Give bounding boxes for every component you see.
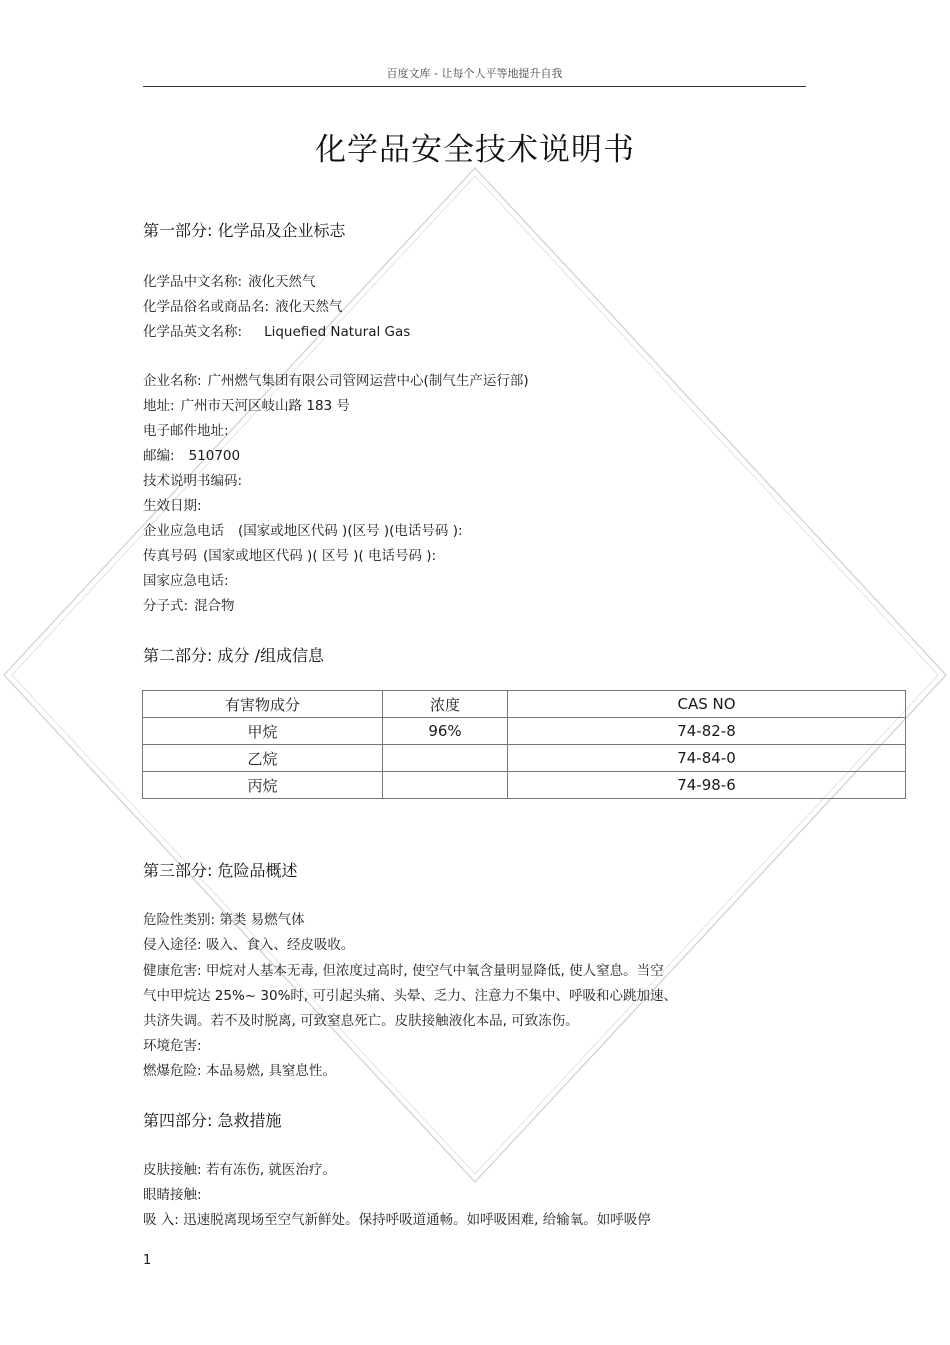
field-en-name: 化学品英文名称: Liquefied Natural Gas	[143, 324, 411, 340]
field-cn-name: 化学品中文名称: 液化天然气	[143, 274, 316, 290]
field-emergency-phone: 企业应急电话 (国家或地区代码 )(区号 )(电话号码 ):	[143, 523, 463, 539]
table-cell: 74-84-0	[508, 745, 906, 772]
composition-table	[142, 690, 906, 799]
table-cell	[383, 772, 508, 799]
field-formula: 分子式: 混合物	[143, 598, 235, 614]
part3-heading: 第三部分: 危险品概述	[143, 861, 298, 880]
field-national-phone: 国家应急电话:	[143, 573, 229, 589]
field-email: 电子邮件地址:	[143, 423, 229, 439]
field-effective-date: 生效日期:	[143, 498, 202, 514]
part2-heading: 第二部分: 成分 /组成信息	[143, 646, 324, 665]
table-cell: 74-98-6	[508, 772, 906, 799]
field-address: 地址: 广州市天河区岐山路 183 号	[143, 398, 350, 414]
table-cell: 乙烷	[143, 745, 383, 772]
health-hazard-line1: 健康危害: 甲烷对人基本无毒, 但浓度过高时, 使空气中氧含量明显降低, 使人窒息。当空	[143, 963, 664, 979]
table-header-cell: CAS NO	[508, 691, 906, 718]
table-row	[143, 718, 906, 745]
health-hazard-line3: 共济失调。若不及时脱离, 可致窒息死亡。皮肤接触液化本品, 可致冻伤。	[143, 1013, 579, 1029]
table-header-cell: 浓度	[383, 691, 508, 718]
hazard-class: 危险性类别: 第类 易燃气体	[143, 912, 305, 928]
field-trade-name: 化学品俗名或商品名: 液化天然气	[143, 299, 343, 315]
environment-hazard: 环境危害:	[143, 1038, 202, 1054]
part4-heading: 第四部分: 急救措施	[143, 1111, 282, 1130]
eye-contact: 眼睛接触:	[143, 1187, 202, 1203]
health-hazard-line2: 气中甲烷达 25%~ 30%时, 可引起头痛、头晕、乏力、注意力不集中、呼吸和心跳加速、	[143, 988, 677, 1004]
table-header-row	[143, 691, 906, 718]
table-cell: 96%	[383, 718, 508, 745]
field-postcode: 邮编: 510700	[143, 448, 241, 464]
table-header-cell: 有害物成分	[143, 691, 383, 718]
field-spec-code: 技术说明书编码:	[143, 473, 243, 489]
table-cell	[383, 745, 508, 772]
table-cell: 74-82-8	[508, 718, 906, 745]
table-row	[143, 772, 906, 799]
field-fax: 传真号码 (国家或地区代码 )( 区号 )( 电话号码 ):	[143, 548, 437, 564]
table-row	[143, 745, 906, 772]
document-title: 化学品安全技术说明书	[315, 132, 635, 168]
inhalation: 吸 入: 迅速脱离现场至空气新鲜处。保持呼吸道通畅。如呼吸困难, 给输氧。如呼吸停	[143, 1212, 651, 1228]
part1-heading: 第一部分: 化学品及企业标志	[143, 221, 346, 240]
page-header: 百度文库 - 让每个人平等地提升自我	[143, 66, 806, 87]
table-cell: 甲烷	[143, 718, 383, 745]
fire-explosion-hazard: 燃爆危险: 本品易燃, 具窒息性。	[143, 1063, 336, 1079]
page-number: 1	[143, 1253, 152, 1268]
skin-contact: 皮肤接触: 若有冻伤, 就医治疗。	[143, 1162, 336, 1178]
exposure-route: 侵入途径: 吸入、食入、经皮吸收。	[143, 937, 355, 953]
field-company: 企业名称: 广州燃气集团有限公司管网运营中心(制气生产运行部)	[143, 373, 529, 389]
table-cell: 丙烷	[143, 772, 383, 799]
